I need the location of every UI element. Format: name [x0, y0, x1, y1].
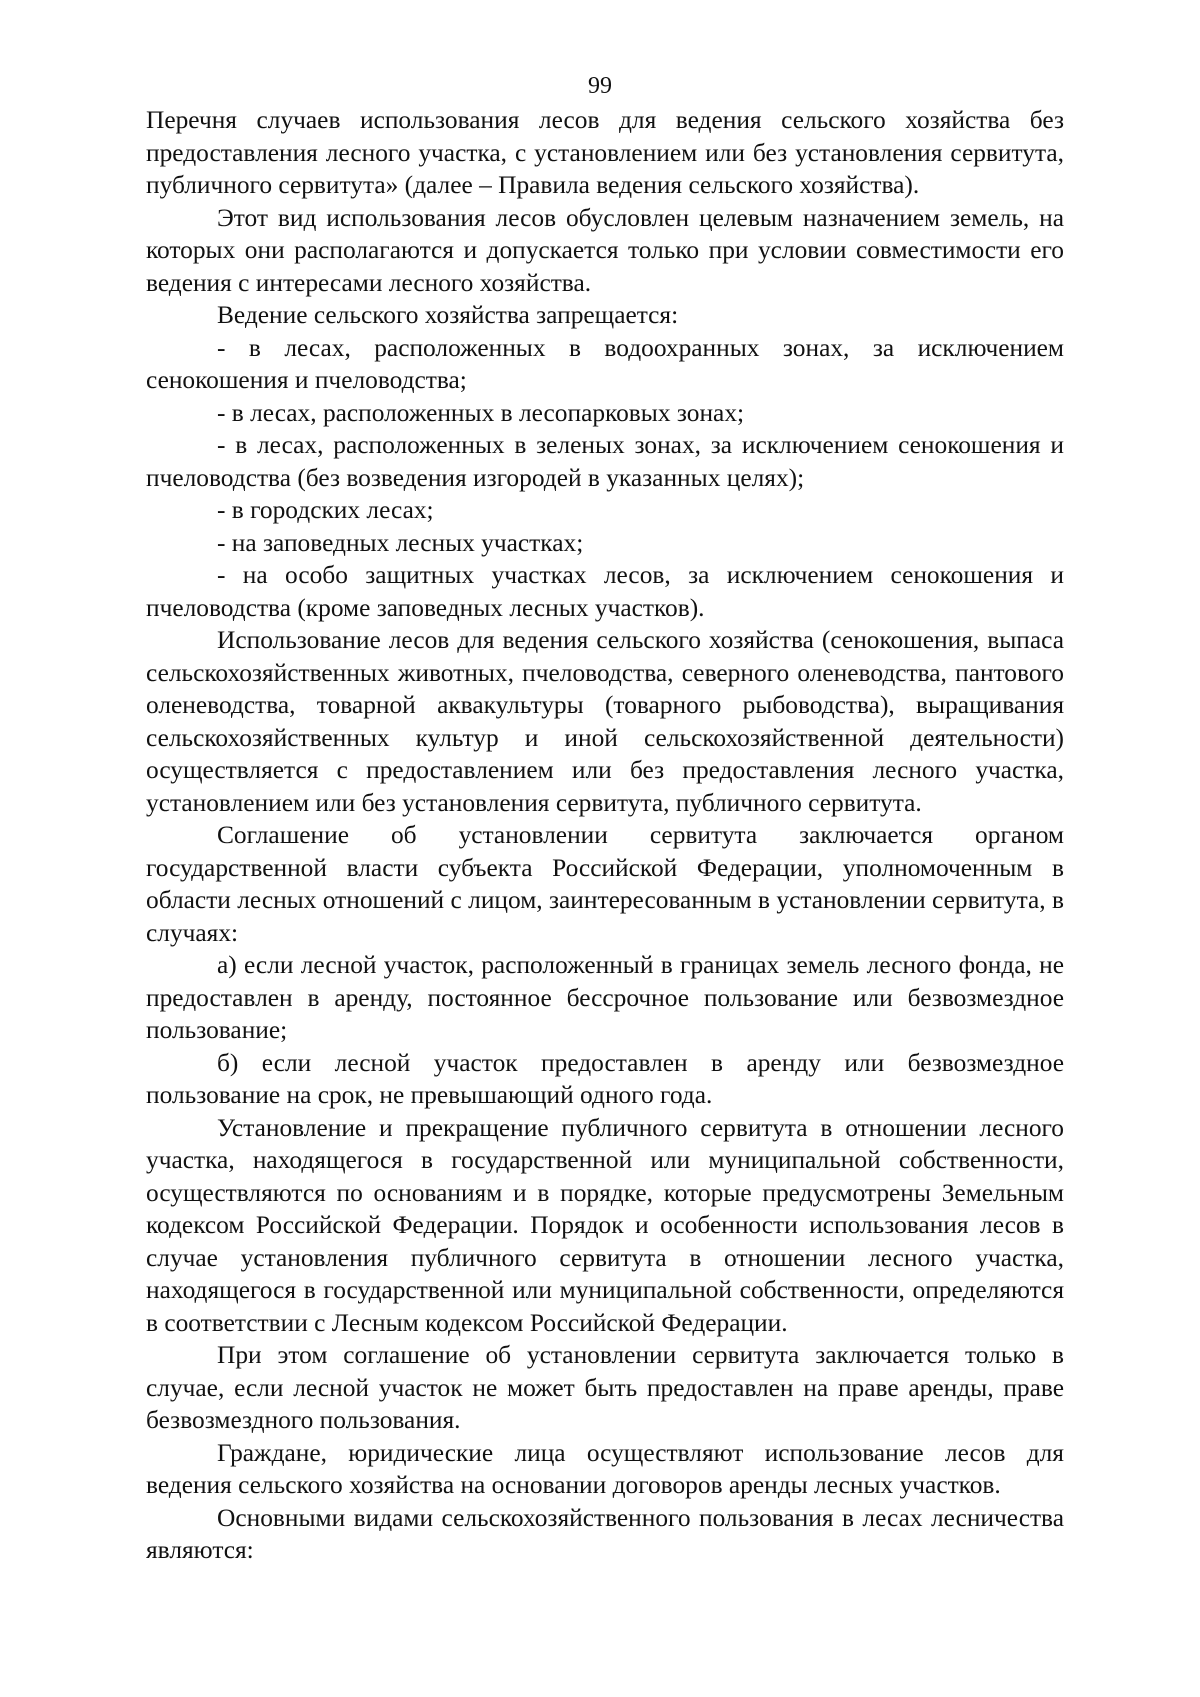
paragraph: Перечня случаев использования лесов для ведения сельского хозяйства без предоставления лесного участка, с установлением или без установления сервитута, публичного сервитута» (далее – Правила ведения сельского хозяйства).: [146, 106, 1064, 199]
list-item: а) если лесной участок, расположенный в границах земель лесного фонда, не предоставлен в аренду, постоянное бессрочное пользование или безвозмездное пользование;: [146, 951, 1064, 1044]
paragraph: Граждане, юридические лица осуществляют использование лесов для ведения сельского хозяйства на основании договоров аренды лесных участков.: [146, 1438, 1064, 1499]
document-body: [146, 104, 1064, 1567]
paragraph: Соглашение об установлении сервитута заключается органом государственной власти субъекта Российской Федерации, уполномоченным в области лесных отношений с лицом, заинтересованным в установлении сервитута, в случаях:: [146, 821, 1064, 947]
paragraph: Установление и прекращение публичного сервитута в отношении лесного участка, находящегося в государственной или муниципальной собственности, осуществляются по основаниям и в порядке, которые предусмотрены Земельным кодексом Российской Федерации. Порядок и особенности использования лесов в случае установления публичного сервитута в отношении лесного участка, находящегося в государственной или муниципальной собственности, определяются в соответствии с Лесным кодексом Российской Федерации.: [146, 1113, 1064, 1337]
page-number: 99: [588, 73, 612, 99]
paragraph: Ведение сельского хозяйства запрещается:: [217, 301, 679, 329]
list-item: - на особо защитных участках лесов, за исключением сенокошения и пчеловодства (кроме заповедных лесных участков).: [146, 561, 1064, 622]
list-item: б) если лесной участок предоставлен в аренду или безвозмездное пользование на срок, не превышающий одного года.: [146, 1048, 1064, 1109]
list-item: - в лесах, расположенных в лесопарковых зонах;: [217, 398, 745, 427]
paragraph: При этом соглашение об установлении сервитута заключается только в случае, если лесной участок не может быть предоставлен на праве аренды, праве безвозмездного пользования.: [146, 1341, 1064, 1434]
list-item: - в лесах, расположенных в зеленых зонах, за исключением сенокошения и пчеловодства (без возведения изгородей в указанных целях);: [146, 431, 1064, 492]
list-item: - в лесах, расположенных в водоохранных зонах, за исключением сенокошения и пчеловодства;: [146, 333, 1064, 394]
list-item: - на заповедных лесных участках;: [217, 528, 584, 557]
paragraph: Этот вид использования лесов обусловлен целевым назначением земель, на которых они располагаются и допускается только при условии совместимости его ведения с интересами лесного хозяйства.: [146, 203, 1064, 297]
paragraph: Основными видами сельскохозяйственного пользования в лесах лесничества являются:: [146, 1503, 1064, 1564]
list-item: - в городских лесах;: [217, 496, 434, 524]
paragraph: Использование лесов для ведения сельского хозяйства (сенокошения, выпаса сельскохозяйственных животных, пчеловодства, северного оленеводства, пантового оленеводства, товарной аквакультуры (товарного рыбоводства), выращивания сельскохозяйственных культур и иной сельскохозяйственной деятельности) осуществляется с предоставлением или без предоставления лесного участка, установлением или без установления сервитута, публичного сервитута.: [146, 626, 1064, 817]
